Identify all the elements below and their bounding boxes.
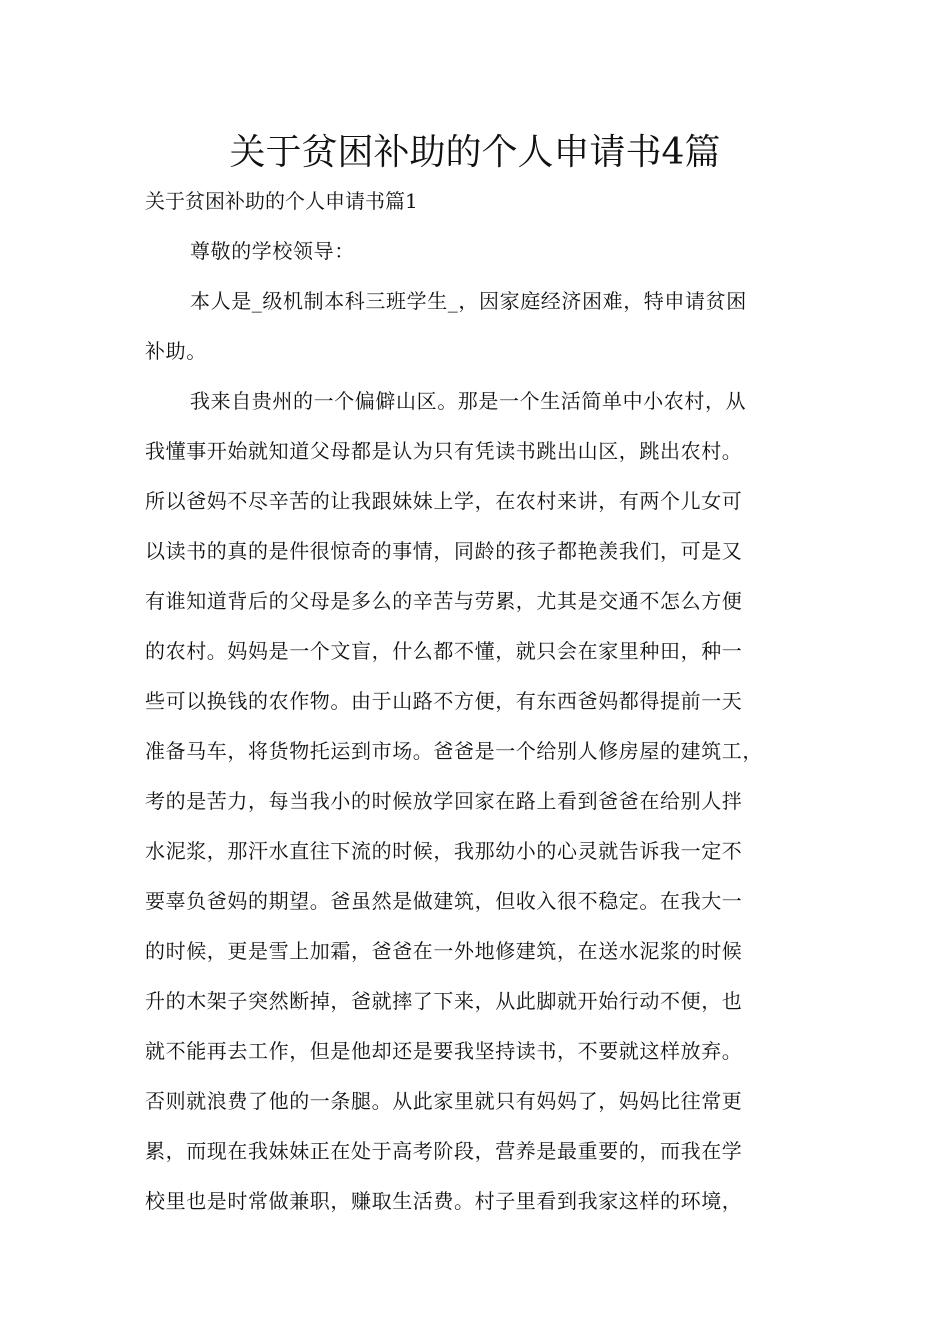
paragraph-line: 的农村。妈妈是一个文盲，什么都不懂，就只会在家里种田，种一 [145, 639, 743, 663]
paragraph-line: 的时候，更是雪上加霜，爸爸在一外地修建筑，在送水泥浆的时候 [145, 939, 743, 963]
paragraph-line: 我懂事开始就知道父母都是认为只有凭读书跳出山区，跳出农村。 [145, 439, 743, 463]
paragraph-line: 些可以换钱的农作物。由于山路不方便，有东西爸妈都得提前一天 [145, 689, 743, 713]
paragraph-line: 以读书的真的是件很惊奇的事情，同龄的孩子都艳羡我们，可是又 [145, 539, 743, 563]
salutation: 尊敬的学校领导： [190, 239, 355, 263]
paragraph-line: 准备马车，将货物托运到市场。爸爸是一个给别人修房屋的建筑工， [145, 739, 763, 763]
paragraph-line: 校里也是时常做兼职，赚取生活费。村子里看到我家这样的环境， [145, 1189, 743, 1213]
paragraph-line: 我来自贵州的一个偏僻山区。那是一个生活简单中小农村，从 [190, 389, 747, 413]
paragraph-line: 本人是_级机制本科三班学生_，因家庭经济困难，特申请贫困 [190, 289, 747, 313]
paragraph-line: 升的木架子突然断掉，爸就摔了下来，从此脚就开始行动不便，也 [145, 989, 743, 1013]
paragraph-line: 要辜负爸妈的期望。爸虽然是做建筑，但收入很不稳定。在我大一 [145, 889, 743, 913]
paragraph-line: 累，而现在我妹妹正在处于高考阶段，营养是最重要的，而我在学 [145, 1139, 743, 1163]
paragraph-line: 水泥浆，那汗水直往下流的时候，我那幼小的心灵就告诉我一定不 [145, 839, 743, 863]
paragraph-line: 否则就浪费了他的一条腿。从此家里就只有妈妈了，妈妈比往常更 [145, 1089, 743, 1113]
document-title: 关于贫困补助的个人申请书4篇 [229, 132, 721, 173]
paragraph-line: 补助。 [145, 339, 207, 363]
paragraph-line: 所以爸妈不尽辛苦的让我跟妹妹上学，在农村来讲，有两个儿女可 [145, 489, 743, 513]
paragraph-line: 考的是苦力，每当我小的时候放学回家在路上看到爸爸在给别人拌 [145, 789, 743, 813]
paragraph-line: 就不能再去工作，但是他却还是要我坚持读书，不要就这样放弃。 [145, 1039, 743, 1063]
paragraph-line: 有谁知道背后的父母是多么的辛苦与劳累，尤其是交通不怎么方便 [145, 589, 743, 613]
section-heading: 关于贫困补助的个人申请书篇1 [145, 189, 418, 213]
